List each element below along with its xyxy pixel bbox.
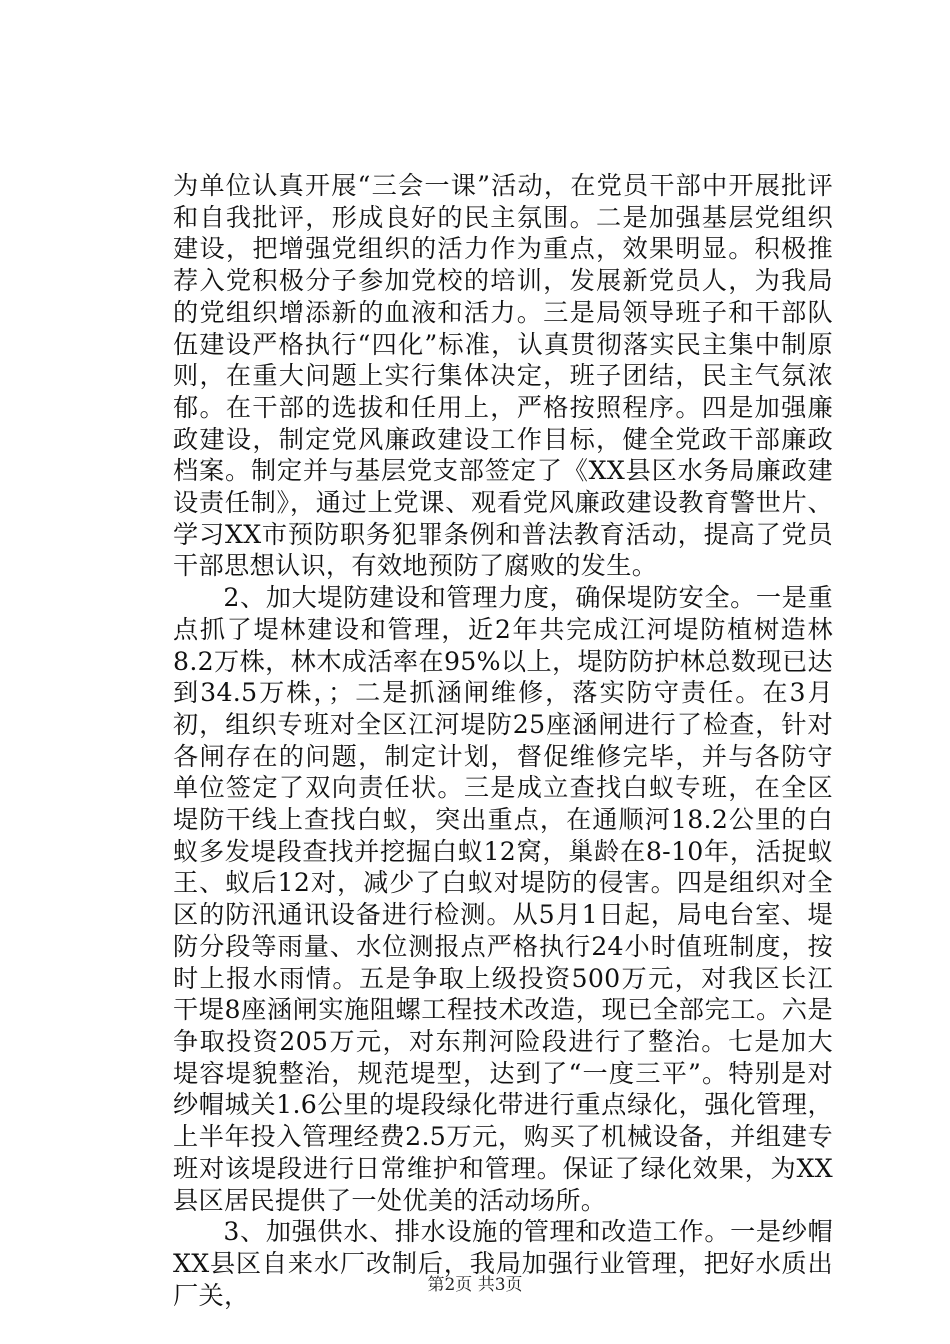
paragraph-party-building: 为单位认真开展“三会一课”活动，在党员干部中开展批评和自我批评，形成良好的民主氛围。二是加强基层党组织建设，把增强党组织的活力作为重点，效果明显。积极推荐入党积极分子参加党校的培训，发展新党员人，为我局的党组织增添新的血液和活力。三是局领导班子和干部队伍建设严格执行“四化”标准，认真贯彻落实民主集中制原则，在重大问题上实行集体决定，班子团结，民主气氛浓郁。在干部的选拔和任用上，严格按照程序。四是加强廉政建设，制定党风廉政建设工作目标，健全党政干部廉政档案。制定并与基层党支部签定了《XX县区水务局廉政建设责任制》，通过上党课、观看党风廉政建设教育警世片、学习XX市预防职务犯罪条例和普法教育活动，提高了党员干部思想认识，有效地预防了腐败的发生。 — [173, 171, 833, 581]
paragraph-levee-construction: 2、加大堤防建设和管理力度，确保堤防安全。一是重点抓了堤林建设和管理，近2年共完成江河堤防植树造林8.2万株，林木成活率在95%以上，堤防防护林总数现已达到34.5万株，；二是抓涵闸维修，落实防守责任。在3月初，组织专班对全区江河堤防25座涵闸进行了检查，针对各闸存在的问题，制定计划，督促维修完毕，并与各防守单位签定了双向责任状。三是成立查找白蚁专班，在全区堤防干线上查找白蚁，突出重点，在通顺河18.2公里的白蚁多发堤段查找并挖掘白蚁12窝，巢龄在8-10年，活捉蚁王、蚁后12对，减少了白蚁对堤防的侵害。四是组织对全区的防汛通讯设备进行检测。从5月1日起，局电台室、堤防分段等雨量、水位测报点严格执行24小时值班制度，按时上报水雨情。五是争取上级投资500万元，对我区长江干堤8座涵闸实施阻螺工程技术改造，现已全部完工。六是争取投资205万元，对东荆河险段进行了整治。七是加大堤容堤貌整治，规范堤型，达到了“一度三平”。特别是对纱帽城关1.6公里的堤段绿化带进行重点绿化，强化管理，上半年投入管理经费2.5万元，购买了机械设备，并组建专班对该堤段进行日常维护和管理。保证了绿化效果，为XX县区居民提供了一处优美的活动场所。 — [173, 583, 833, 1215]
document-body — [173, 170, 833, 1311]
paragraph-water-supply: 3、加强供水、排水设施的管理和改造工作。一是纱帽XX县区自来水厂改制后，我局加强行业管理，把好水质出厂关， — [173, 1217, 833, 1310]
page-number-footer: 第2页 共3页 — [427, 1275, 523, 1295]
